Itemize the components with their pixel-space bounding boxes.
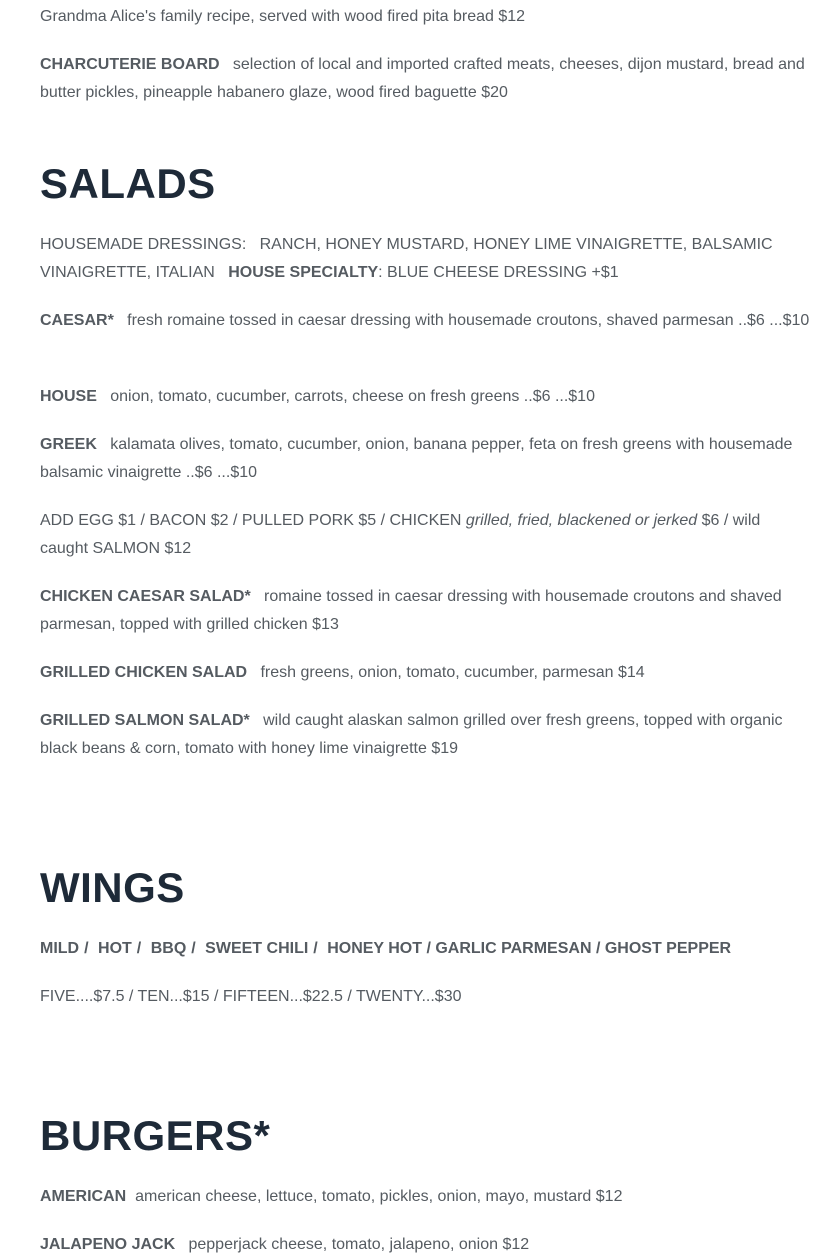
salad-dressings <box>40 231 810 287</box>
menu-item-desc: american cheese, lettuce, tomato, pickles, onion, mayo, mustard $12 <box>135 1188 623 1205</box>
menu-item-name: JALAPENO JACK <box>40 1236 176 1253</box>
menu-item-grilled-salmon <box>40 707 810 763</box>
menu-item-desc: selection of local and imported crafted meats, cheeses, dijon mustard, bread and butter pickles, pineapple habanero glaze, wood fired baguette $20 <box>40 56 805 101</box>
menu-item-jalapeno-jack <box>40 1231 810 1259</box>
menu-item-charcuterie <box>40 51 810 107</box>
wing-flavor: SWEET CHILI <box>205 940 309 957</box>
section-heading-salads: SALADS <box>40 160 216 207</box>
wing-flavor: BBQ <box>150 940 187 957</box>
menu-item-desc: romaine tossed in caesar dressing with housemade croutons and shaved parmesan, topped with grilled chicken $13 <box>40 588 782 633</box>
starter-item-partial <box>40 3 810 31</box>
menu-item-name: GREEK <box>40 436 97 453</box>
dressings-label: HOUSEMADE DRESSINGS: <box>40 236 247 253</box>
menu-item-caesar <box>40 307 810 335</box>
menu-item-greek <box>40 431 810 487</box>
starter-item-desc: Grandma Alice's family recipe, served with wood fired pita bread $12 <box>40 8 526 25</box>
salad-addons <box>40 507 810 563</box>
wing-sizes: FIVE....$7.5 / TEN...$15 / FIFTEEN...$22.5 / TWENTY...$30 <box>40 988 462 1005</box>
addons-text-1: ADD EGG $1 / BACON $2 / PULLED PORK $5 / CHICKEN <box>40 512 466 529</box>
menu-item-name: HOUSE <box>40 388 97 405</box>
section-heading-wings: WINGS <box>40 864 185 911</box>
menu-item-desc: pepperjack cheese, tomato, jalapeno, onion $12 <box>188 1236 530 1253</box>
house-specialty-text: : BLUE CHEESE DRESSING +$1 <box>378 264 619 281</box>
menu-item-name: CAESAR* <box>40 312 114 329</box>
menu-item-name: CHICKEN CAESAR SALAD* <box>40 588 251 605</box>
wing-flavor: HOT <box>98 940 132 957</box>
chicken-styles: grilled, fried, blackened or jerked <box>465 512 698 529</box>
section-heading-burgers: BURGERS* <box>40 1112 271 1159</box>
menu-item-house <box>40 383 810 411</box>
menu-item-american <box>40 1183 810 1211</box>
menu-item-name: GRILLED CHICKEN SALAD <box>40 664 248 681</box>
menu-item-name: AMERICAN <box>40 1188 127 1205</box>
dressings-list: RANCH, HONEY MUSTARD, HONEY LIME VINAIGRETTE, BALSAMIC VINAIGRETTE, ITALIAN <box>40 236 773 281</box>
addons-text-2: $6 / wild caught SALMON $12 <box>40 512 761 557</box>
menu-item-name: CHARCUTERIE BOARD <box>40 56 220 73</box>
menu-item-desc: wild caught alaskan salmon grilled over fresh greens, topped with organic black beans & corn, tomato with honey lime vinaigrette $19 <box>40 712 783 757</box>
menu-item-desc: onion, tomato, cucumber, carrots, cheese on fresh greens ..$6 ...$10 <box>110 388 595 405</box>
wing-flavor: HONEY HOT / GARLIC PARMESAN / GHOST PEPPER <box>327 940 732 957</box>
wing-flavors: MILD / HOT / BBQ / SWEET CHILI / HONEY HOT / GARLIC PARMESAN / GHOST PEPPER <box>40 940 732 957</box>
house-specialty-label: HOUSE SPECIALTY <box>228 264 379 281</box>
menu-item-desc: fresh romaine tossed in caesar dressing with housemade croutons, shaved parmesan ..$6 ...$10 <box>127 312 810 329</box>
wing-flavor: MILD <box>40 940 80 957</box>
menu-item-desc: kalamata olives, tomato, cucumber, onion, banana pepper, feta on fresh greens with housemade balsamic vinaigrette ..$6 ...$10 <box>40 436 793 481</box>
menu-item-name: GRILLED SALMON SALAD* <box>40 712 250 729</box>
menu-item-chicken-caesar <box>40 583 810 639</box>
menu-item-grilled-chicken <box>40 659 810 687</box>
menu-item-desc: fresh greens, onion, tomato, cucumber, parmesan $14 <box>260 664 645 681</box>
